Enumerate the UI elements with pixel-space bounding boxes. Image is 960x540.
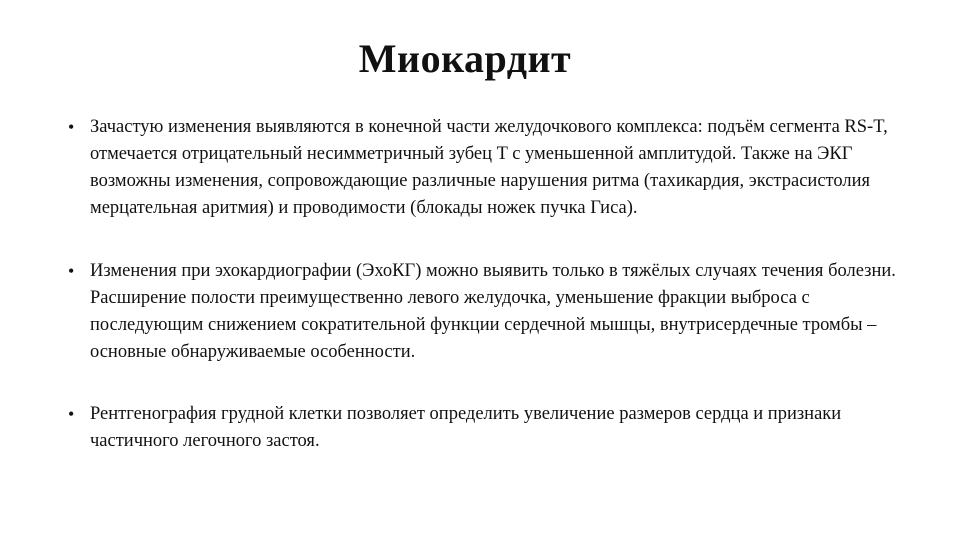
bullet-list [68, 114, 898, 455]
bullet-dot-icon: • [68, 261, 75, 281]
slide-title: Миокардит [358, 36, 572, 81]
bullet-text: Изменения при эхокардиографии (ЭхоКГ) можно выявить только в тяжёлых случаях течения болезни. Расширение полости преимущественно левого желудочка, уменьшение фракции выброса с последующим снижением сократительной функции сердечной мышцы, внутрисердечные тромбы – основные обнаруживаемые особенности. [90, 261, 896, 362]
bullet-item [68, 258, 898, 366]
bullet-text: Рентгенография грудной клетки позволяет определить увеличение размеров сердца и признаки частичного легочного застоя. [90, 404, 842, 451]
bullet-text: Зачастую изменения выявляются в конечной части желудочкового комплекса: подъём сегмента RS-T, отмечается отрицательный несимметричный зубец T с уменьшенной амплитудой. Также на ЭКГ возможны изменения, сопровождающие различные нарушения ритма (тахикардия, экстрасистолия мерцательная аритмия) и проводимости (блокады ножек пучка Гиса). [90, 117, 888, 218]
bullet-dot-icon: • [68, 117, 75, 137]
bullet-dot-icon: • [68, 404, 75, 424]
bullet-item [68, 114, 898, 222]
bullet-item [68, 401, 898, 455]
